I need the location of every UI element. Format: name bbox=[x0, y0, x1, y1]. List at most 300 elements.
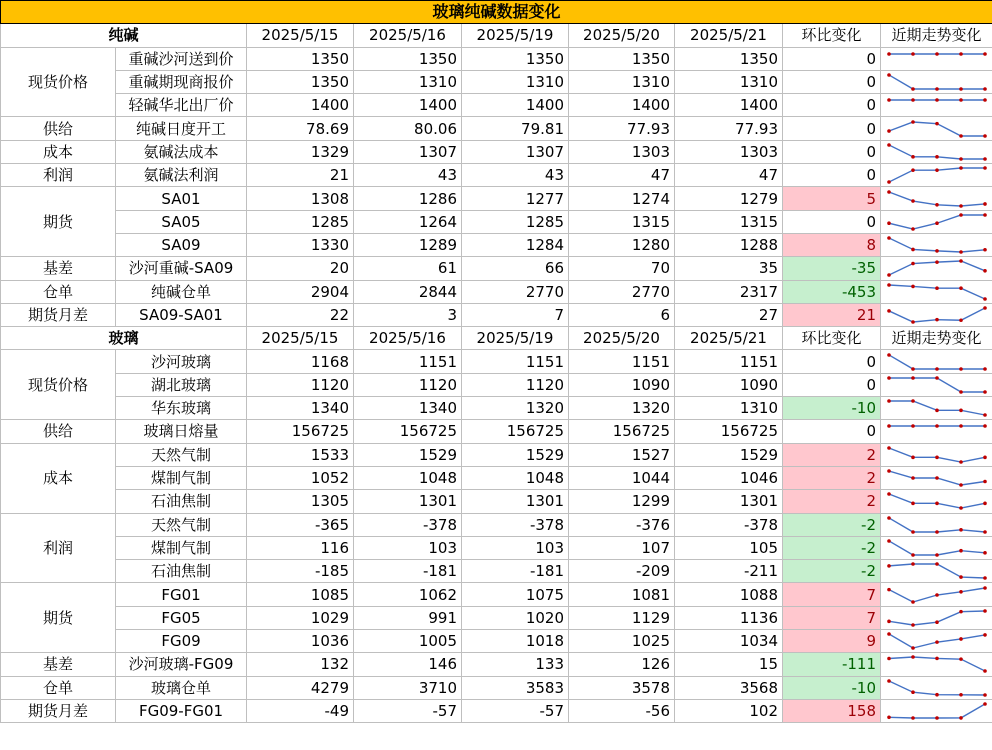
sparkline-point bbox=[887, 129, 891, 133]
value-cell: 102 bbox=[675, 699, 783, 722]
value-cell: 1285 bbox=[247, 210, 354, 233]
sparkline bbox=[881, 677, 992, 699]
item-label: 石油焦制 bbox=[116, 490, 247, 513]
value-cell: 43 bbox=[462, 164, 569, 187]
value-cell: 1400 bbox=[569, 94, 675, 117]
sparkline bbox=[881, 444, 992, 466]
value-cell: 1062 bbox=[354, 583, 462, 606]
value-cell: 1151 bbox=[354, 350, 462, 373]
sparkline-point bbox=[911, 169, 915, 173]
value-cell: 1151 bbox=[569, 350, 675, 373]
sparkline-line bbox=[889, 681, 985, 695]
table-row bbox=[1, 233, 992, 256]
sparkline-line bbox=[889, 541, 985, 555]
item-label: FG05 bbox=[116, 606, 247, 629]
value-cell: -56 bbox=[569, 699, 675, 722]
sparkline-point bbox=[959, 693, 963, 697]
group-label: 期货 bbox=[1, 187, 116, 257]
item-label: SA01 bbox=[116, 187, 247, 210]
trend-cell bbox=[881, 373, 992, 396]
value-cell: 1151 bbox=[675, 350, 783, 373]
group-label: 仓单 bbox=[1, 280, 116, 303]
date-header: 2025/5/16 bbox=[354, 327, 462, 350]
sparkline-point bbox=[935, 121, 939, 125]
sparkline-point bbox=[983, 367, 987, 371]
value-cell: 3578 bbox=[569, 676, 675, 699]
table-row bbox=[1, 164, 992, 187]
change-cell: 2 bbox=[783, 443, 881, 466]
sparkline-point bbox=[887, 221, 891, 225]
sparkline-point bbox=[983, 455, 987, 459]
sparkline bbox=[881, 188, 992, 210]
value-cell: 6 bbox=[569, 303, 675, 326]
sparkline-line bbox=[889, 378, 985, 392]
sparkline-point bbox=[959, 716, 963, 720]
sparkline bbox=[881, 94, 992, 116]
trend-cell bbox=[881, 513, 992, 536]
value-cell: 107 bbox=[569, 536, 675, 559]
value-cell: -378 bbox=[462, 513, 569, 536]
sparkline-point bbox=[935, 286, 939, 290]
value-cell: 1320 bbox=[569, 397, 675, 420]
sparkline bbox=[881, 141, 992, 163]
group-label: 期货月差 bbox=[1, 699, 116, 722]
sparkline-point bbox=[983, 157, 987, 161]
value-cell: 156725 bbox=[354, 420, 462, 443]
trend-cell bbox=[881, 699, 992, 722]
sparkline bbox=[881, 630, 992, 652]
sparkline-point bbox=[959, 52, 963, 56]
sparkline-point bbox=[959, 134, 963, 138]
trend-header: 近期走势变化 bbox=[881, 24, 992, 47]
value-cell: 156725 bbox=[569, 420, 675, 443]
value-cell: 1120 bbox=[462, 373, 569, 396]
sparkline-point bbox=[983, 202, 987, 206]
sparkline-point bbox=[959, 549, 963, 553]
sparkline-line bbox=[889, 355, 985, 369]
value-cell: 2770 bbox=[462, 280, 569, 303]
sparkline-point bbox=[887, 587, 891, 591]
sparkline-point bbox=[959, 99, 963, 103]
sparkline bbox=[881, 700, 992, 722]
value-cell: 66 bbox=[462, 257, 569, 280]
sparkline-point bbox=[983, 551, 987, 555]
item-label: 玻璃仓单 bbox=[116, 676, 247, 699]
sparkline-point bbox=[959, 213, 963, 217]
sparkline bbox=[881, 397, 992, 419]
sparkline-point bbox=[887, 425, 891, 429]
value-cell: 1305 bbox=[247, 490, 354, 513]
sparkline-point bbox=[983, 99, 987, 103]
sparkline-point bbox=[935, 87, 939, 91]
item-label: FG01 bbox=[116, 583, 247, 606]
change-cell: 5 bbox=[783, 187, 881, 210]
value-cell: 156725 bbox=[247, 420, 354, 443]
sparkline-point bbox=[959, 157, 963, 161]
item-label: FG09-FG01 bbox=[116, 699, 247, 722]
value-cell: 1527 bbox=[569, 443, 675, 466]
sparkline-point bbox=[887, 274, 891, 278]
sparkline-point bbox=[935, 169, 939, 173]
sparkline-point bbox=[911, 476, 915, 480]
sparkline-point bbox=[983, 297, 987, 301]
sparkline-point bbox=[911, 99, 915, 103]
value-cell: 61 bbox=[354, 257, 462, 280]
value-cell: 1136 bbox=[675, 606, 783, 629]
change-cell: 0 bbox=[783, 117, 881, 140]
sparkline-point bbox=[935, 716, 939, 720]
value-cell: 22 bbox=[247, 303, 354, 326]
group-label: 现货价格 bbox=[1, 350, 116, 420]
change-cell: 2 bbox=[783, 466, 881, 489]
trend-cell bbox=[881, 210, 992, 233]
change-cell: 7 bbox=[783, 606, 881, 629]
sparkline-point bbox=[983, 269, 987, 273]
group-label: 期货月差 bbox=[1, 303, 116, 326]
sparkline-point bbox=[887, 99, 891, 103]
value-cell: 1285 bbox=[462, 210, 569, 233]
sparkline bbox=[881, 71, 992, 93]
sparkline-point bbox=[959, 610, 963, 614]
trend-cell bbox=[881, 397, 992, 420]
sparkline-point bbox=[935, 530, 939, 534]
date-header: 2025/5/20 bbox=[569, 327, 675, 350]
section-name: 纯碱 bbox=[1, 24, 247, 47]
sparkline-point bbox=[935, 620, 939, 624]
sparkline-point bbox=[911, 262, 915, 266]
value-cell: -211 bbox=[675, 560, 783, 583]
change-cell: -10 bbox=[783, 397, 881, 420]
value-cell: 1330 bbox=[247, 233, 354, 256]
item-label: 煤制气制 bbox=[116, 536, 247, 559]
value-cell: -181 bbox=[354, 560, 462, 583]
sparkline-point bbox=[887, 469, 891, 473]
value-cell: 1288 bbox=[675, 233, 783, 256]
table-row bbox=[1, 373, 992, 396]
item-label: 氨碱法利润 bbox=[116, 164, 247, 187]
sparkline-point bbox=[911, 562, 915, 566]
value-cell: 1284 bbox=[462, 233, 569, 256]
group-label: 基差 bbox=[1, 653, 116, 676]
trend-cell bbox=[881, 70, 992, 93]
table-row bbox=[1, 536, 992, 559]
sparkline-point bbox=[935, 261, 939, 265]
trend-cell bbox=[881, 606, 992, 629]
value-cell: 20 bbox=[247, 257, 354, 280]
value-cell: 1308 bbox=[247, 187, 354, 210]
sparkline-point bbox=[887, 679, 891, 683]
group-label: 利润 bbox=[1, 164, 116, 187]
item-label: 沙河玻璃-FG09 bbox=[116, 653, 247, 676]
value-cell: 77.93 bbox=[569, 117, 675, 140]
trend-cell bbox=[881, 280, 992, 303]
sparkline bbox=[881, 420, 992, 442]
value-cell: 1301 bbox=[462, 490, 569, 513]
value-cell: 1277 bbox=[462, 187, 569, 210]
sparkline-point bbox=[911, 367, 915, 371]
sparkline-point bbox=[935, 376, 939, 380]
value-cell: 7 bbox=[462, 303, 569, 326]
value-cell: 1052 bbox=[247, 466, 354, 489]
value-cell: 1289 bbox=[354, 233, 462, 256]
sparkline bbox=[881, 560, 992, 582]
value-cell: 1533 bbox=[247, 443, 354, 466]
sparkline-point bbox=[887, 564, 891, 568]
value-cell: 105 bbox=[675, 536, 783, 559]
sparkline-point bbox=[959, 390, 963, 394]
sparkline-point bbox=[983, 693, 987, 697]
trend-cell bbox=[881, 140, 992, 163]
change-header: 环比变化 bbox=[783, 327, 881, 350]
change-header: 环比变化 bbox=[783, 24, 881, 47]
value-cell: 1307 bbox=[462, 140, 569, 163]
sparkline-point bbox=[887, 236, 891, 240]
item-label: 纯碱仓单 bbox=[116, 280, 247, 303]
sparkline bbox=[881, 48, 992, 70]
value-cell: 43 bbox=[354, 164, 462, 187]
sparkline bbox=[881, 118, 992, 140]
change-cell: -2 bbox=[783, 560, 881, 583]
sparkline bbox=[881, 234, 992, 256]
sparkline-point bbox=[959, 528, 963, 532]
item-label: 沙河玻璃 bbox=[116, 350, 247, 373]
value-cell: 1350 bbox=[354, 47, 462, 70]
value-cell: 103 bbox=[462, 536, 569, 559]
value-cell: 1400 bbox=[247, 94, 354, 117]
sparkline-point bbox=[935, 476, 939, 480]
table-row bbox=[1, 94, 992, 117]
sparkline-point bbox=[911, 646, 915, 650]
value-cell: 1303 bbox=[569, 140, 675, 163]
table-row bbox=[1, 47, 992, 70]
sparkline-point bbox=[983, 248, 987, 252]
value-cell: 1088 bbox=[675, 583, 783, 606]
value-cell: 1400 bbox=[675, 94, 783, 117]
value-cell: 1025 bbox=[569, 630, 675, 653]
item-label: 湖北玻璃 bbox=[116, 373, 247, 396]
value-cell: 1307 bbox=[354, 140, 462, 163]
table-row bbox=[1, 606, 992, 629]
trend-cell bbox=[881, 420, 992, 443]
value-cell: 1090 bbox=[675, 373, 783, 396]
sparkline-point bbox=[959, 658, 963, 662]
change-cell: 2 bbox=[783, 490, 881, 513]
item-label: 重碱期现商报价 bbox=[116, 70, 247, 93]
sparkline-point bbox=[887, 516, 891, 520]
value-cell: 1046 bbox=[675, 466, 783, 489]
item-label: 沙河重碱-SA09 bbox=[116, 257, 247, 280]
sparkline-point bbox=[935, 502, 939, 506]
sparkline-point bbox=[911, 425, 915, 429]
sparkline-line bbox=[889, 518, 985, 532]
trend-cell bbox=[881, 560, 992, 583]
value-cell: -376 bbox=[569, 513, 675, 536]
sparkline-point bbox=[911, 530, 915, 534]
value-cell: 2317 bbox=[675, 280, 783, 303]
sparkline-point bbox=[983, 633, 987, 637]
date-header: 2025/5/15 bbox=[247, 24, 354, 47]
table-row bbox=[1, 513, 992, 536]
change-cell: -2 bbox=[783, 513, 881, 536]
sparkline-point bbox=[983, 502, 987, 506]
table-row bbox=[1, 350, 992, 373]
trend-cell bbox=[881, 490, 992, 513]
value-cell: 15 bbox=[675, 653, 783, 676]
sparkline-point bbox=[935, 657, 939, 661]
change-cell: 21 bbox=[783, 303, 881, 326]
value-cell: -378 bbox=[675, 513, 783, 536]
change-cell: 7 bbox=[783, 583, 881, 606]
sparkline-point bbox=[935, 52, 939, 56]
value-cell: 1129 bbox=[569, 606, 675, 629]
sparkline-point bbox=[887, 657, 891, 661]
sparkline-point bbox=[887, 190, 891, 194]
trend-cell bbox=[881, 303, 992, 326]
sparkline-point bbox=[911, 455, 915, 459]
sparkline-point bbox=[911, 248, 915, 252]
trend-cell bbox=[881, 536, 992, 559]
sparkline-line bbox=[889, 448, 985, 462]
sparkline-point bbox=[935, 155, 939, 159]
sparkline-point bbox=[935, 367, 939, 371]
trend-header: 近期走势变化 bbox=[881, 327, 992, 350]
value-cell: 47 bbox=[675, 164, 783, 187]
value-cell: 21 bbox=[247, 164, 354, 187]
value-cell: 1034 bbox=[675, 630, 783, 653]
change-cell: -111 bbox=[783, 653, 881, 676]
item-label: 天然气制 bbox=[116, 443, 247, 466]
sparkline-point bbox=[911, 155, 915, 159]
value-cell: 1320 bbox=[462, 397, 569, 420]
value-cell: 1120 bbox=[354, 373, 462, 396]
value-cell: 1340 bbox=[354, 397, 462, 420]
item-label: SA09-SA01 bbox=[116, 303, 247, 326]
value-cell: 1529 bbox=[675, 443, 783, 466]
table-row bbox=[1, 210, 992, 233]
value-cell: 156725 bbox=[675, 420, 783, 443]
sparkline-point bbox=[887, 493, 891, 497]
table-row bbox=[1, 257, 992, 280]
sparkline-point bbox=[935, 553, 939, 557]
sparkline-line bbox=[889, 704, 985, 718]
sparkline-point bbox=[911, 87, 915, 91]
date-header: 2025/5/16 bbox=[354, 24, 462, 47]
sparkline-point bbox=[887, 399, 891, 403]
item-label: 华东玻璃 bbox=[116, 397, 247, 420]
sparkline-point bbox=[959, 483, 963, 487]
sparkline-point bbox=[983, 530, 987, 534]
sparkline-point bbox=[983, 413, 987, 417]
value-cell: -185 bbox=[247, 560, 354, 583]
table-row bbox=[1, 70, 992, 93]
sparkline-point bbox=[959, 409, 963, 413]
sparkline-point bbox=[983, 586, 987, 590]
value-cell: 1350 bbox=[569, 47, 675, 70]
sparkline bbox=[881, 304, 992, 326]
trend-cell bbox=[881, 164, 992, 187]
item-label: 重碱沙河送到价 bbox=[116, 47, 247, 70]
value-cell: -181 bbox=[462, 560, 569, 583]
trend-cell bbox=[881, 583, 992, 606]
sparkline-point bbox=[959, 318, 963, 322]
sparkline-point bbox=[983, 480, 987, 484]
value-cell: 1299 bbox=[569, 490, 675, 513]
sparkline-point bbox=[983, 166, 987, 170]
sparkline bbox=[881, 281, 992, 303]
item-label: SA09 bbox=[116, 233, 247, 256]
value-cell: 1151 bbox=[462, 350, 569, 373]
item-label: 氨碱法成本 bbox=[116, 140, 247, 163]
sparkline-point bbox=[887, 180, 891, 184]
value-cell: -57 bbox=[462, 699, 569, 722]
sparkline-point bbox=[935, 640, 939, 644]
change-cell: 0 bbox=[783, 350, 881, 373]
value-cell: 1315 bbox=[569, 210, 675, 233]
change-cell: 0 bbox=[783, 210, 881, 233]
sparkline bbox=[881, 374, 992, 396]
sparkline-point bbox=[911, 376, 915, 380]
sparkline-point bbox=[887, 376, 891, 380]
value-cell: 1264 bbox=[354, 210, 462, 233]
value-cell: 3710 bbox=[354, 676, 462, 699]
change-cell: 0 bbox=[783, 164, 881, 187]
sparkline-point bbox=[887, 632, 891, 636]
value-cell: 1310 bbox=[354, 70, 462, 93]
value-cell: 1529 bbox=[462, 443, 569, 466]
value-cell: 1036 bbox=[247, 630, 354, 653]
value-cell: 47 bbox=[569, 164, 675, 187]
value-cell: 103 bbox=[354, 536, 462, 559]
value-cell: -365 bbox=[247, 513, 354, 536]
value-cell: 4279 bbox=[247, 676, 354, 699]
date-header: 2025/5/19 bbox=[462, 327, 569, 350]
sparkline-point bbox=[911, 690, 915, 694]
value-cell: 35 bbox=[675, 257, 783, 280]
table-row bbox=[1, 187, 992, 210]
value-cell: 1048 bbox=[462, 466, 569, 489]
value-cell: 1301 bbox=[675, 490, 783, 513]
value-cell: 991 bbox=[354, 606, 462, 629]
change-cell: 0 bbox=[783, 420, 881, 443]
value-cell: 1044 bbox=[569, 466, 675, 489]
value-cell: -209 bbox=[569, 560, 675, 583]
sparkline-point bbox=[911, 553, 915, 557]
group-label: 仓单 bbox=[1, 676, 116, 699]
value-cell: 1048 bbox=[354, 466, 462, 489]
value-cell: 126 bbox=[569, 653, 675, 676]
sparkline bbox=[881, 351, 992, 373]
sparkline-point bbox=[935, 318, 939, 322]
table-row bbox=[1, 490, 992, 513]
sparkline-line bbox=[889, 564, 985, 578]
table-row bbox=[1, 583, 992, 606]
date-header: 2025/5/21 bbox=[675, 327, 783, 350]
item-label: 玻璃日熔量 bbox=[116, 420, 247, 443]
sparkline bbox=[881, 467, 992, 489]
table-row bbox=[1, 420, 992, 443]
sparkline-point bbox=[887, 143, 891, 147]
sparkline-point bbox=[911, 600, 915, 604]
table-row bbox=[1, 653, 992, 676]
value-cell: 80.06 bbox=[354, 117, 462, 140]
group-label: 成本 bbox=[1, 443, 116, 513]
value-cell: -49 bbox=[247, 699, 354, 722]
date-header: 2025/5/19 bbox=[462, 24, 569, 47]
sparkline-point bbox=[983, 576, 987, 580]
sparkline-point bbox=[983, 134, 987, 138]
value-cell: 1029 bbox=[247, 606, 354, 629]
date-header: 2025/5/21 bbox=[675, 24, 783, 47]
